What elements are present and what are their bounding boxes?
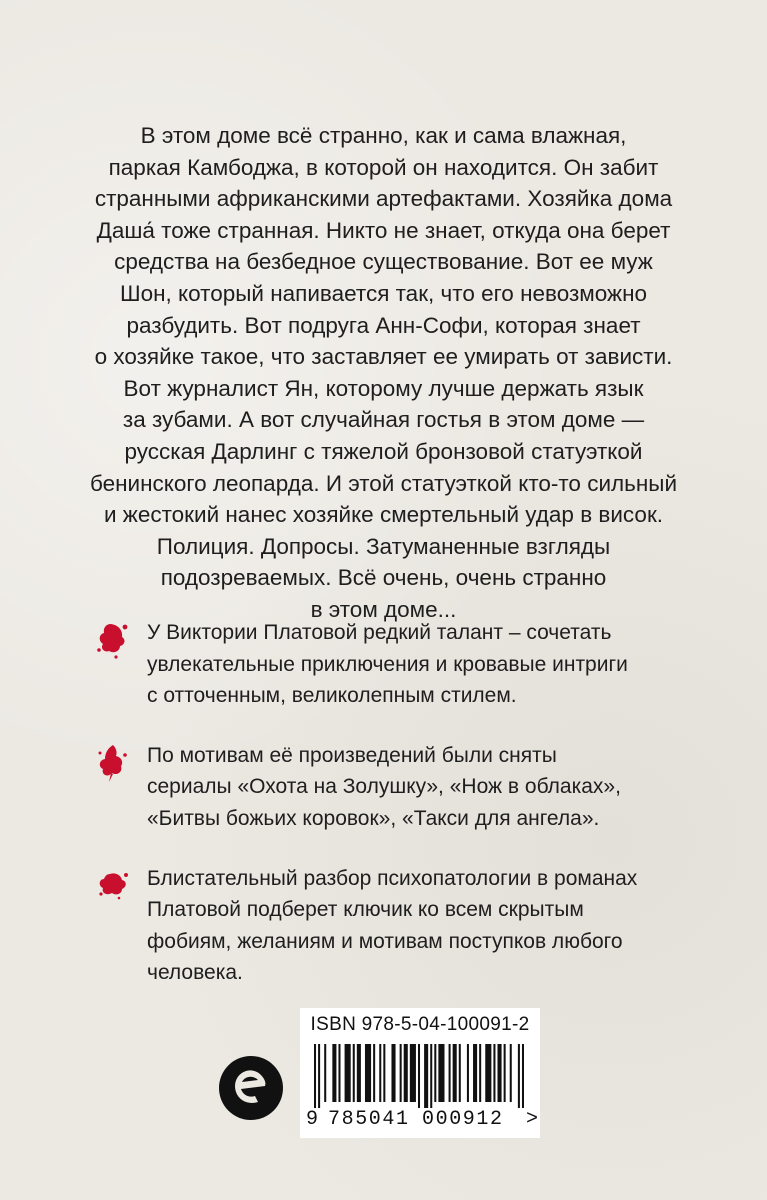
praise-item-text xyxy=(147,617,745,712)
bullet-line: увлекательные приключения и кровавые интриги xyxy=(147,652,628,676)
barcode-left-group: 785041 xyxy=(328,1108,410,1131)
blurb-line: средства на безбедное существование. Вот ее муж xyxy=(114,249,653,275)
praise-bullets xyxy=(95,617,745,1017)
praise-item-adaptations xyxy=(95,740,745,835)
blurb-line: странными африканскими артефактами. Хозяйка дома xyxy=(94,186,673,212)
praise-item-text xyxy=(147,863,745,989)
blurb-line: русская Дарлинг с тяжелой бронзовой статуэткой xyxy=(124,438,643,464)
bullet-line: Блистательный разбор психопатологии в романах xyxy=(147,866,638,890)
bullet-line: По мотивам её произведений были сняты xyxy=(147,743,557,767)
blurb-line: бенинского леопарда. И этой статуэткой кто-то сильный xyxy=(89,470,678,496)
bullet-line: фобиям, желаниям и мотивам поступков любого xyxy=(147,929,623,953)
blurb-line: Шон, который напивается так, что его невозможно xyxy=(119,280,648,306)
barcode-bars xyxy=(314,1044,524,1108)
blurb-line: о хозяйке такое, что заставляет ее умирать от зависти. xyxy=(94,344,673,370)
praise-item-psychology xyxy=(95,863,745,989)
bullet-line: с отточенным, великолепным стилем. xyxy=(147,684,517,708)
blurb-line: в этом доме... xyxy=(310,596,457,622)
blood-splatter-icon xyxy=(95,743,131,783)
blurb-line: разбудить. Вот подруга Анн-Софи, которая знает xyxy=(126,312,641,338)
blurb-line: Вот журналист Ян, которому лучше держать язык xyxy=(123,375,644,401)
blurb-line: за зубами. А вот случайная гостья в этом доме — xyxy=(122,407,645,433)
praise-item-text xyxy=(147,740,745,835)
barcode-right-group: 000912 xyxy=(422,1108,504,1131)
blurb-line: подозреваемых. Всё очень, очень странно xyxy=(160,565,607,591)
blurb-line: Даша́ тоже странная. Никто не знает, откуда она берет xyxy=(96,217,671,243)
bullet-line: У Виктории Платовой редкий талант – сочетать xyxy=(147,621,612,644)
blurb-line: паркая Камбоджа, в которой он находится. Он забит xyxy=(108,154,659,180)
bullet-line: человека. xyxy=(147,961,243,985)
bullet-line: сериалы «Охота на Золушку», «Нож в облаках», xyxy=(147,775,621,799)
eksmo-logo-icon xyxy=(218,1055,284,1121)
bullet-line: «Битвы божьих коровок», «Такси для ангела». xyxy=(147,806,600,830)
blood-splatter-icon xyxy=(95,620,131,660)
isbn-label: ISBN 978-5-04-100091-2 xyxy=(310,1014,530,1035)
praise-item-talent xyxy=(95,617,745,712)
blurb-line: и жестокий нанес хозяйке смертельный удар в висок. xyxy=(103,502,664,528)
isbn-barcode xyxy=(300,1008,540,1138)
blurb-line: Полиция. Допросы. Затуманенные взгляды xyxy=(156,533,611,559)
barcode-digits xyxy=(300,1108,540,1134)
blurb-text xyxy=(60,120,707,626)
bullet-line: Платовой подберет ключик ко всем скрытым xyxy=(147,898,584,922)
blurb-line: В этом доме всё странно, как и сама влажная, xyxy=(140,123,627,148)
barcode-first-digit: 9 xyxy=(306,1108,319,1131)
blood-splatter-icon xyxy=(95,866,131,906)
barcode-arrow: > xyxy=(526,1108,539,1131)
